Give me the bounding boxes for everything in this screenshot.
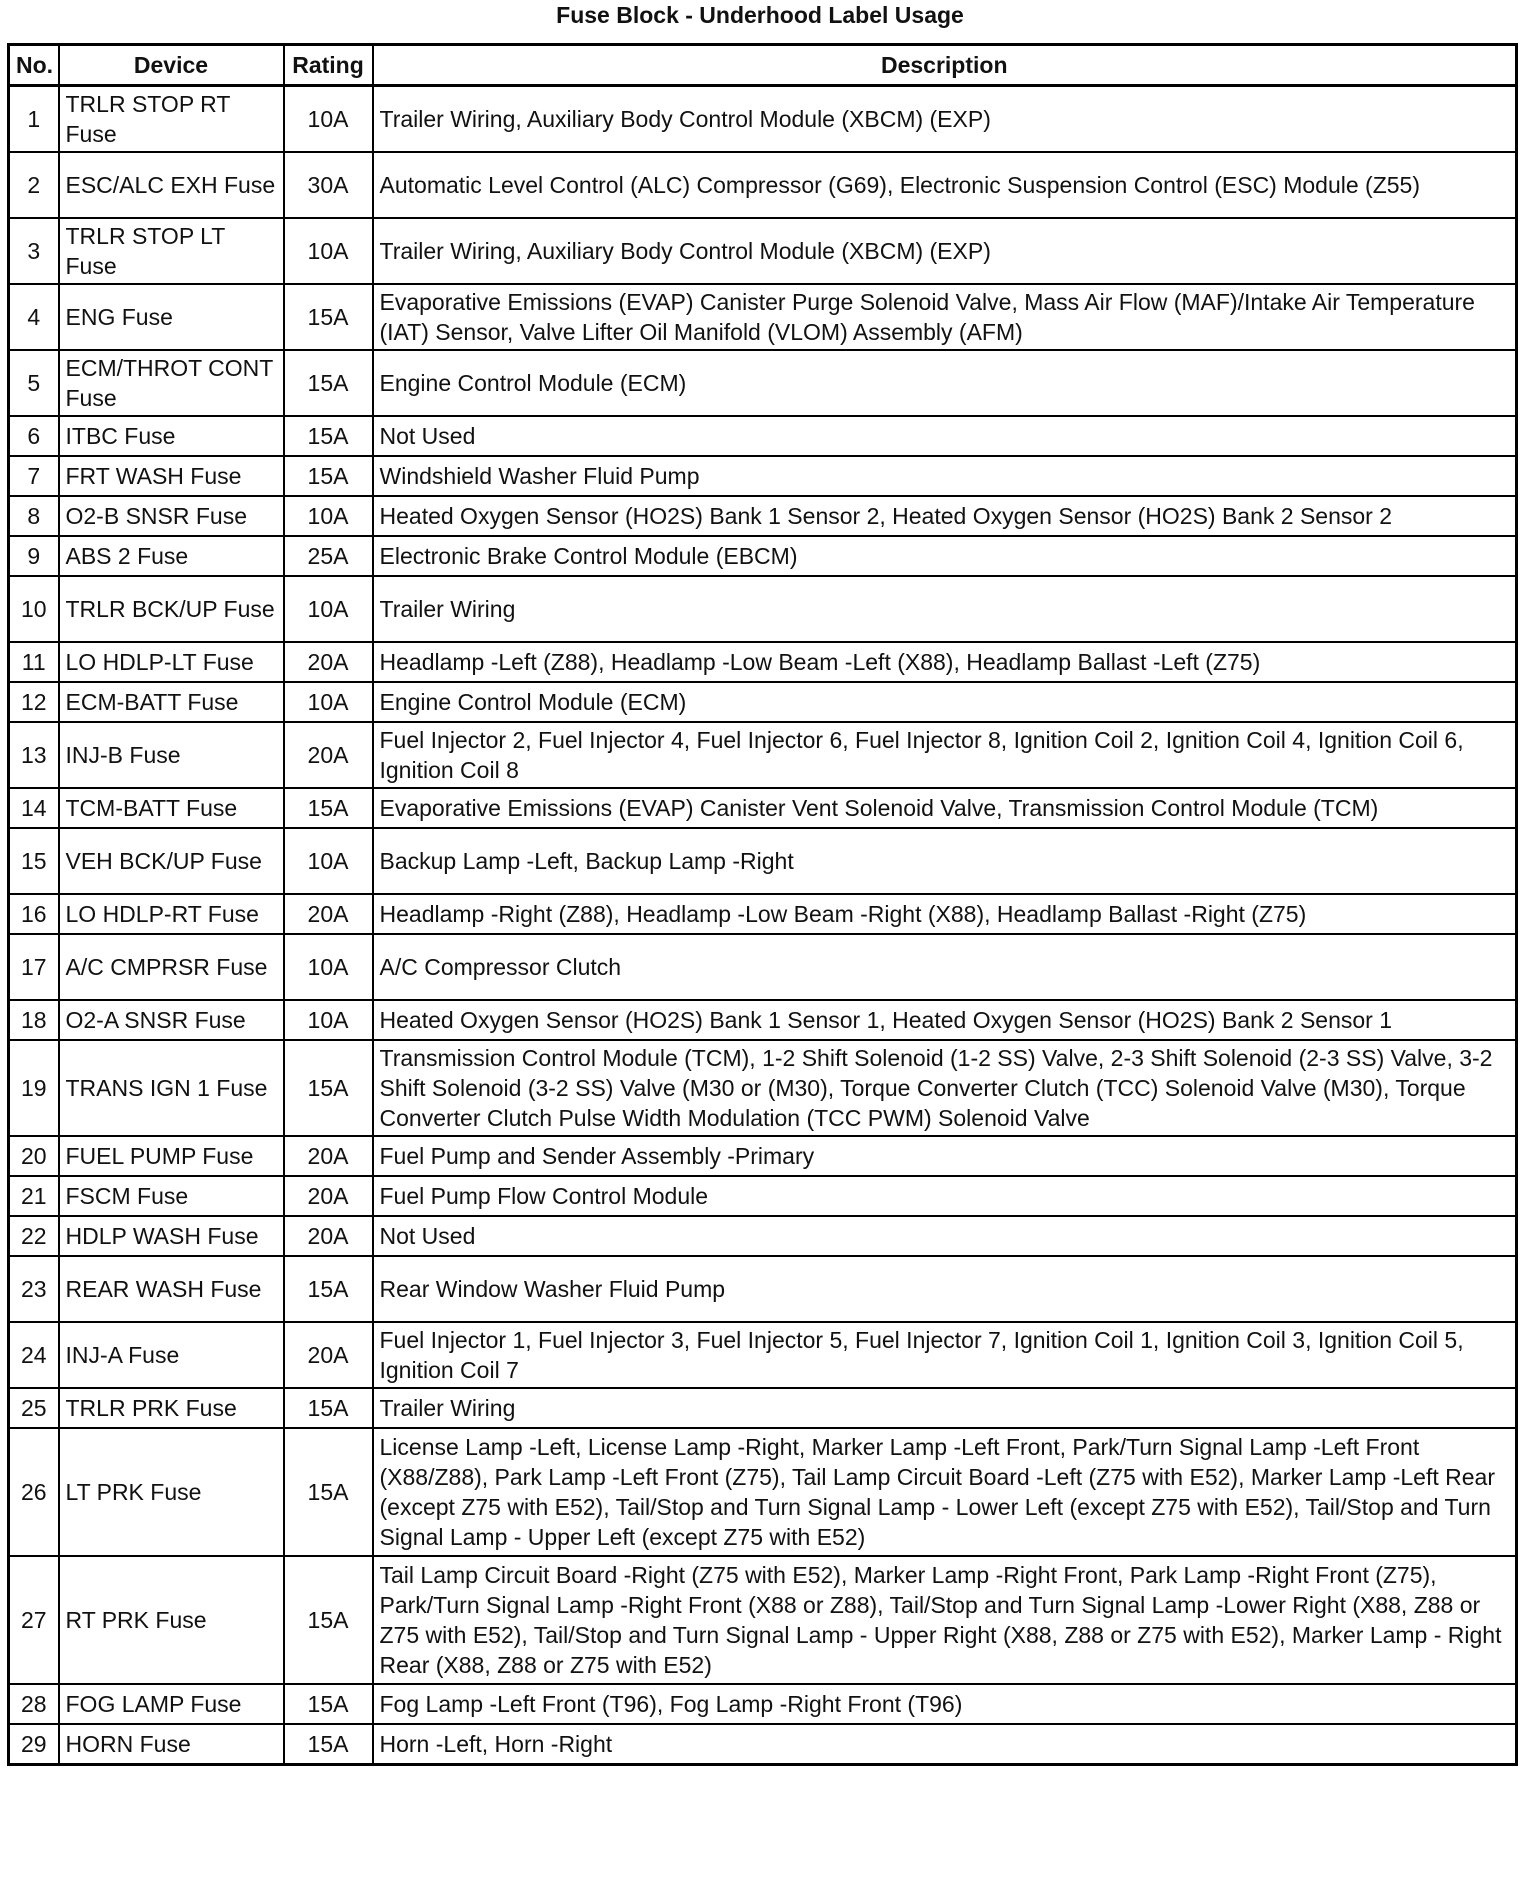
fuse-rating: 15A [284,1256,373,1322]
fuse-rating: 10A [284,576,373,642]
fuse-rating: 15A [284,1388,373,1428]
table-row [9,894,1517,934]
table-row [9,1000,1517,1040]
fuse-description: Windshield Washer Fluid Pump [373,456,1517,496]
fuse-number: 14 [9,788,59,828]
fuse-device: O2-A SNSR Fuse [59,1000,284,1040]
table-row [9,1176,1517,1216]
fuse-device: RT PRK Fuse [59,1556,284,1684]
fuse-description: Trailer Wiring, Auxiliary Body Control Module (XBCM) (EXP) [373,218,1517,284]
fuse-number: 9 [9,536,59,576]
table-row [9,1322,1517,1388]
fuse-number: 21 [9,1176,59,1216]
fuse-device: HDLP WASH Fuse [59,1216,284,1256]
fuse-rating: 20A [284,722,373,788]
fuse-device: LO HDLP-LT Fuse [59,642,284,682]
fuse-rating: 10A [284,934,373,1000]
fuse-number: 11 [9,642,59,682]
fuse-description: Headlamp -Right (Z88), Headlamp -Low Beam -Right (X88), Headlamp Ballast -Right (Z75) [373,894,1517,934]
fuse-description: Automatic Level Control (ALC) Compressor (G69), Electronic Suspension Control (ESC) Module (Z55) [373,152,1517,218]
fuse-device: ABS 2 Fuse [59,536,284,576]
fuse-device: HORN Fuse [59,1724,284,1765]
fuse-description: License Lamp -Left, License Lamp -Right, Marker Lamp -Left Front, Park/Turn Signal Lamp -Left Front (X88/Z88), Park Lamp -Left Front (Z75), Tail Lamp Circuit Board -Left (Z75 with E52), Marker Lamp -Left Rear (except Z75 with E52), Tail/Stop and Turn Signal Lamp - Lower Left (except Z75 with E52), Tail/Stop and Turn Signal Lamp - Upper Left (except Z75 with E52) [373,1428,1517,1556]
fuse-description: Fog Lamp -Left Front (T96), Fog Lamp -Right Front (T96) [373,1684,1517,1724]
table-header-row [9,45,1517,86]
fuse-rating: 15A [284,1724,373,1765]
table-row [9,682,1517,722]
fuse-number: 22 [9,1216,59,1256]
fuse-description: Fuel Pump and Sender Assembly -Primary [373,1136,1517,1176]
fuse-description: Trailer Wiring, Auxiliary Body Control Module (XBCM) (EXP) [373,86,1517,153]
fuse-number: 27 [9,1556,59,1684]
fuse-rating: 10A [284,86,373,153]
fuse-description: Fuel Injector 1, Fuel Injector 3, Fuel Injector 5, Fuel Injector 7, Ignition Coil 1, Ignition Coil 3, Ignition Coil 5, Ignition Coil 7 [373,1322,1517,1388]
fuse-description: Evaporative Emissions (EVAP) Canister Purge Solenoid Valve, Mass Air Flow (MAF)/Intake Air Temperature (IAT) Sensor, Valve Lifter Oil Manifold (VLOM) Assembly (AFM) [373,284,1517,350]
fuse-device: FSCM Fuse [59,1176,284,1216]
fuse-rating: 30A [284,152,373,218]
table-row [9,350,1517,416]
fuse-number: 24 [9,1322,59,1388]
fuse-device: INJ-B Fuse [59,722,284,788]
fuse-description: Fuel Injector 2, Fuel Injector 4, Fuel Injector 6, Fuel Injector 8, Ignition Coil 2, Ignition Coil 4, Ignition Coil 6, Ignition Coil 8 [373,722,1517,788]
table-row [9,416,1517,456]
fuse-number: 3 [9,218,59,284]
fuse-number: 19 [9,1040,59,1136]
fuse-description: Heated Oxygen Sensor (HO2S) Bank 1 Sensor 1, Heated Oxygen Sensor (HO2S) Bank 2 Sensor 1 [373,1000,1517,1040]
page-title: Fuse Block - Underhood Label Usage [556,2,964,28]
fuse-device: ENG Fuse [59,284,284,350]
table-row [9,1388,1517,1428]
table-row [9,934,1517,1000]
fuse-description: Trailer Wiring [373,576,1517,642]
fuse-rating: 25A [284,536,373,576]
fuse-rating: 15A [284,1428,373,1556]
fuse-device: ESC/ALC EXH Fuse [59,152,284,218]
fuse-rating: 15A [284,456,373,496]
fuse-device: ECM/THROT CONT Fuse [59,350,284,416]
fuse-rating: 10A [284,496,373,536]
fuse-number: 23 [9,1256,59,1322]
fuse-rating: 15A [284,1040,373,1136]
fuse-rating: 20A [284,1216,373,1256]
fuse-description: Not Used [373,416,1517,456]
fuse-device: REAR WASH Fuse [59,1256,284,1322]
fuse-rating: 10A [284,218,373,284]
fuse-device: O2-B SNSR Fuse [59,496,284,536]
table-row [9,536,1517,576]
fuse-description: Transmission Control Module (TCM), 1-2 Shift Solenoid (1-2 SS) Valve, 2-3 Shift Solenoid (2-3 SS) Valve, 3-2 Shift Solenoid (3-2 SS) Valve (M30 or (M30), Torque Converter Clutch (TCC) Solenoid Valve (M30), Torque Converter Clutch Pulse Width Modulation (TCC PWM) Solenoid Valve [373,1040,1517,1136]
fuse-number: 6 [9,416,59,456]
fuse-device: TRANS IGN 1 Fuse [59,1040,284,1136]
fuse-number: 8 [9,496,59,536]
fuse-rating: 15A [284,416,373,456]
table-row [9,1040,1517,1136]
fuse-number: 16 [9,894,59,934]
fuse-description: Electronic Brake Control Module (EBCM) [373,536,1517,576]
fuse-device: A/C CMPRSR Fuse [59,934,284,1000]
fuse-device: FOG LAMP Fuse [59,1684,284,1724]
fuse-description: Fuel Pump Flow Control Module [373,1176,1517,1216]
fuse-number: 26 [9,1428,59,1556]
fuse-device: LT PRK Fuse [59,1428,284,1556]
fuse-rating: 15A [284,284,373,350]
fuse-device: TRLR STOP RT Fuse [59,86,284,153]
table-row [9,1136,1517,1176]
fuse-rating: 20A [284,1176,373,1216]
fuse-rating: 10A [284,828,373,894]
fuse-description: Backup Lamp -Left, Backup Lamp -Right [373,828,1517,894]
fuse-description: Heated Oxygen Sensor (HO2S) Bank 1 Sensor 2, Heated Oxygen Sensor (HO2S) Bank 2 Sensor 2 [373,496,1517,536]
table-row [9,1724,1517,1765]
column-header-description: Description [373,45,1517,86]
fuse-description: Horn -Left, Horn -Right [373,1724,1517,1765]
table-row [9,722,1517,788]
fuse-number: 10 [9,576,59,642]
fuse-number: 20 [9,1136,59,1176]
table-row [9,1256,1517,1322]
fuse-number: 5 [9,350,59,416]
fuse-number: 7 [9,456,59,496]
fuse-number: 2 [9,152,59,218]
fuse-device: TCM-BATT Fuse [59,788,284,828]
fuse-rating: 15A [284,350,373,416]
fuse-number: 25 [9,1388,59,1428]
fuse-number: 15 [9,828,59,894]
fuse-number: 18 [9,1000,59,1040]
table-row [9,828,1517,894]
fuse-number: 1 [9,86,59,153]
fuse-device: VEH BCK/UP Fuse [59,828,284,894]
column-header-device: Device [59,45,284,86]
fuse-device: LO HDLP-RT Fuse [59,894,284,934]
fuse-description: Not Used [373,1216,1517,1256]
fuse-rating: 10A [284,682,373,722]
table-row [9,642,1517,682]
fuse-rating: 20A [284,642,373,682]
fuse-table [7,43,1518,1766]
fuse-device: ECM-BATT Fuse [59,682,284,722]
fuse-number: 17 [9,934,59,1000]
fuse-description: Evaporative Emissions (EVAP) Canister Vent Solenoid Valve, Transmission Control Module (TCM) [373,788,1517,828]
fuse-description: Engine Control Module (ECM) [373,682,1517,722]
table-row [9,152,1517,218]
table-row [9,284,1517,350]
table-row [9,1684,1517,1724]
fuse-rating: 15A [284,1684,373,1724]
fuse-rating: 20A [284,894,373,934]
fuse-description: A/C Compressor Clutch [373,934,1517,1000]
table-row [9,576,1517,642]
table-row [9,788,1517,828]
fuse-rating: 20A [284,1136,373,1176]
table-row [9,456,1517,496]
fuse-number: 28 [9,1684,59,1724]
fuse-device: TRLR PRK Fuse [59,1388,284,1428]
fuse-rating: 10A [284,1000,373,1040]
fuse-number: 4 [9,284,59,350]
fuse-device: FUEL PUMP Fuse [59,1136,284,1176]
fuse-rating: 15A [284,788,373,828]
fuse-rating: 20A [284,1322,373,1388]
fuse-description: Tail Lamp Circuit Board -Right (Z75 with E52), Marker Lamp -Right Front, Park Lamp -Right Front (Z75), Park/Turn Signal Lamp -Right Front (X88 or Z88), Tail/Stop and Turn Signal Lamp -Lower Right (X88, Z88 or Z75 with E52), Tail/Stop and Turn Signal Lamp - Upper Right (X88, Z88 or Z75 with E52), Marker Lamp - Right Rear (X88, Z88 or Z75 with E52) [373,1556,1517,1684]
fuse-device: INJ-A Fuse [59,1322,284,1388]
fuse-number: 29 [9,1724,59,1765]
fuse-device: ITBC Fuse [59,416,284,456]
fuse-description: Rear Window Washer Fluid Pump [373,1256,1517,1322]
fuse-description: Headlamp -Left (Z88), Headlamp -Low Beam -Left (X88), Headlamp Ballast -Left (Z75) [373,642,1517,682]
fuse-device: FRT WASH Fuse [59,456,284,496]
fuse-number: 13 [9,722,59,788]
table-row [9,218,1517,284]
table-row [9,1216,1517,1256]
fuse-device: TRLR BCK/UP Fuse [59,576,284,642]
column-header-no: No. [9,45,59,86]
table-row [9,1556,1517,1684]
fuse-description: Engine Control Module (ECM) [373,350,1517,416]
column-header-rating: Rating [284,45,373,86]
fuse-device: TRLR STOP LT Fuse [59,218,284,284]
fuse-number: 12 [9,682,59,722]
table-row [9,86,1517,153]
table-row [9,496,1517,536]
fuse-description: Trailer Wiring [373,1388,1517,1428]
fuse-rating: 15A [284,1556,373,1684]
table-row [9,1428,1517,1556]
